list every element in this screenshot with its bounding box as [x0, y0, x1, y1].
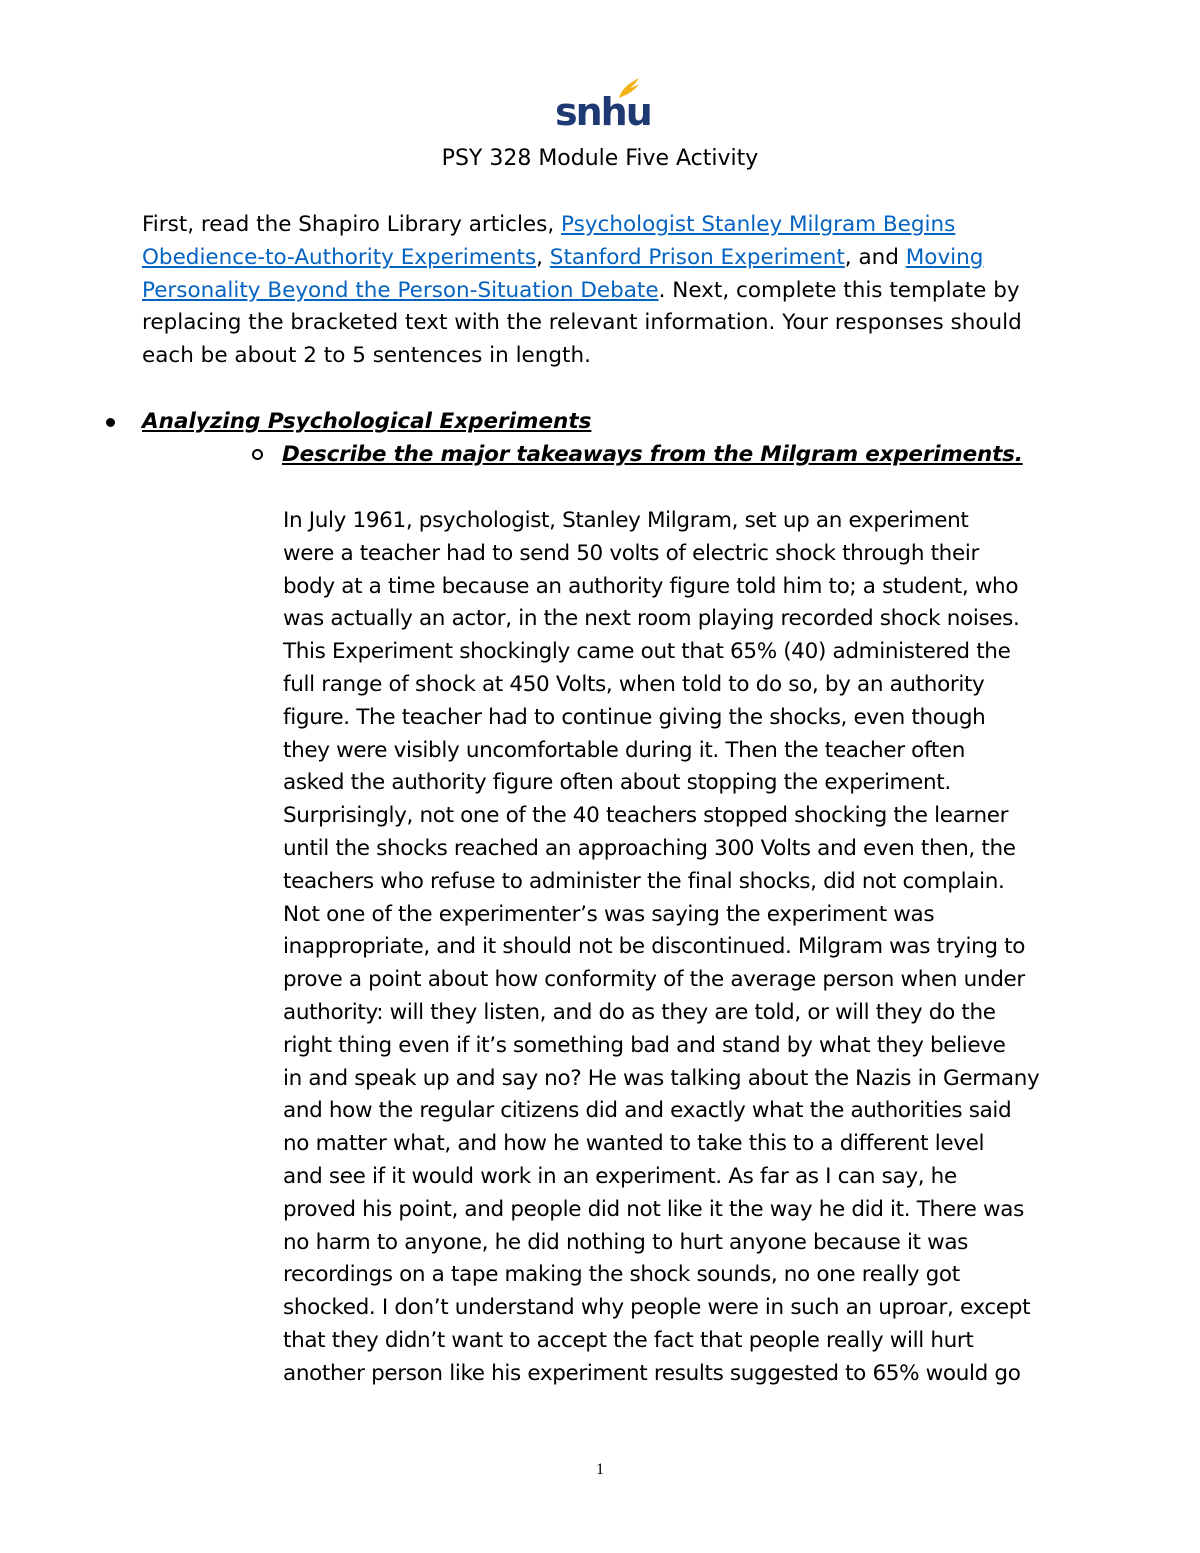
intro-text: replacing the bracketed text with the relevant information. Your responses should [142, 310, 1022, 336]
answer-line: inappropriate, and it should not be discontinued. Milgram was trying to [283, 934, 1026, 960]
answer-paragraph [283, 505, 1083, 1391]
answer-line: another person like his experiment results suggested to 65% would go [283, 1360, 1021, 1386]
answer-line: figure. The teacher had to continue giving the shocks, even though [283, 704, 986, 730]
question-bullet [240, 439, 1060, 471]
article-link[interactable]: Obedience-to-Authority Experiments [142, 244, 537, 270]
answer-line: no matter what, and how he wanted to take this to a different level [283, 1131, 985, 1157]
article-link[interactable]: Stanford Prison Experiment [549, 244, 845, 270]
intro-text: , [536, 244, 550, 270]
answer-line: no harm to anyone, he did nothing to hurt anyone because it was [283, 1229, 969, 1255]
answer-line: in and speak up and say no? He was talking about the Nazis in Germany [283, 1065, 1040, 1091]
answer-line: that they didn’t want to accept the fact that people really will hurt [283, 1327, 974, 1353]
answer-line: Not one of the experimenter’s was saying the experiment was [283, 901, 935, 927]
answer-line: body at a time because an authority figure told him to; a student, who [283, 573, 1019, 599]
section-bullet [100, 406, 1000, 438]
answer-line: In July 1961, psychologist, Stanley Milgram, set up an experiment [283, 508, 969, 533]
answer-line: teachers who refuse to administer the final shocks, did not complain. [283, 868, 1005, 894]
intro-line [142, 307, 1062, 340]
answer-line: full range of shock at 450 Volts, when told to do so, by an authority [283, 671, 985, 697]
section-heading: Analyzing Psychological Experiments [142, 409, 592, 434]
answer-line: authority: will they listen, and do as they are told, or will they do the [283, 999, 996, 1025]
answer-line: and see if it would work in an experiment. As far as I can say, he [283, 1163, 957, 1189]
intro-line [142, 209, 1062, 242]
answer-line: Surprisingly, not one of the 40 teachers stopped shocking the learner [283, 803, 1009, 829]
answer-line: until the shocks reached an approaching 300 Volts and even then, the [283, 835, 1016, 861]
page-title: PSY 328 Module Five Activity [441, 146, 759, 171]
answer-line: asked the authority figure often about stopping the experiment. [283, 770, 951, 796]
intro-text: First, read the Shapiro Library articles, [142, 212, 562, 237]
answer-line: shocked. I don’t understand why people were in such an uproar, except [283, 1295, 1031, 1321]
intro-line [142, 242, 1062, 275]
answer-line: were a teacher had to send 50 volts of electric shock through their [283, 540, 979, 566]
answer-line: and how the regular citizens did and exactly what the authorities said [283, 1098, 1012, 1124]
answer-line: prove a point about how conformity of the average person when under [283, 967, 1025, 993]
intro-text: . Next, complete this template by [658, 277, 1020, 303]
bullet-dot-icon [106, 418, 115, 427]
intro-text: , and [844, 244, 906, 270]
intro-line [142, 275, 1062, 308]
answer-line: recordings on a tape making the shock sounds, no one really got [283, 1262, 960, 1288]
intro-paragraph [142, 209, 1062, 373]
page-number: 1 [596, 1461, 604, 1478]
logo-wordmark: snhu [555, 90, 651, 134]
answer-line: proved his point, and people did not like it the way he did it. There was [283, 1196, 1024, 1222]
article-link[interactable]: Moving [905, 244, 984, 270]
bullet-circle-icon [252, 449, 263, 460]
answer-line: This Experiment shockingly came out that 65% (40) administered the [283, 639, 1011, 665]
answer-line: they were visibly uncomfortable during it. Then the teacher often [283, 737, 966, 763]
answer-line: was actually an actor, in the next room playing recorded shock noises. [283, 606, 1020, 632]
answer-line: right thing even if it’s something bad and stand by what they believe [283, 1032, 1006, 1058]
article-link[interactable]: Personality Beyond the Person-Situation Debate [142, 277, 659, 303]
question-text: Describe the major takeaways from the Milgram experiments. [282, 442, 1023, 467]
snhu-logo [555, 76, 651, 134]
intro-line [142, 340, 1062, 373]
article-link[interactable]: Psychologist Stanley Milgram Begins [561, 212, 956, 237]
intro-text: each be about 2 to 5 sentences in length. [142, 343, 591, 369]
